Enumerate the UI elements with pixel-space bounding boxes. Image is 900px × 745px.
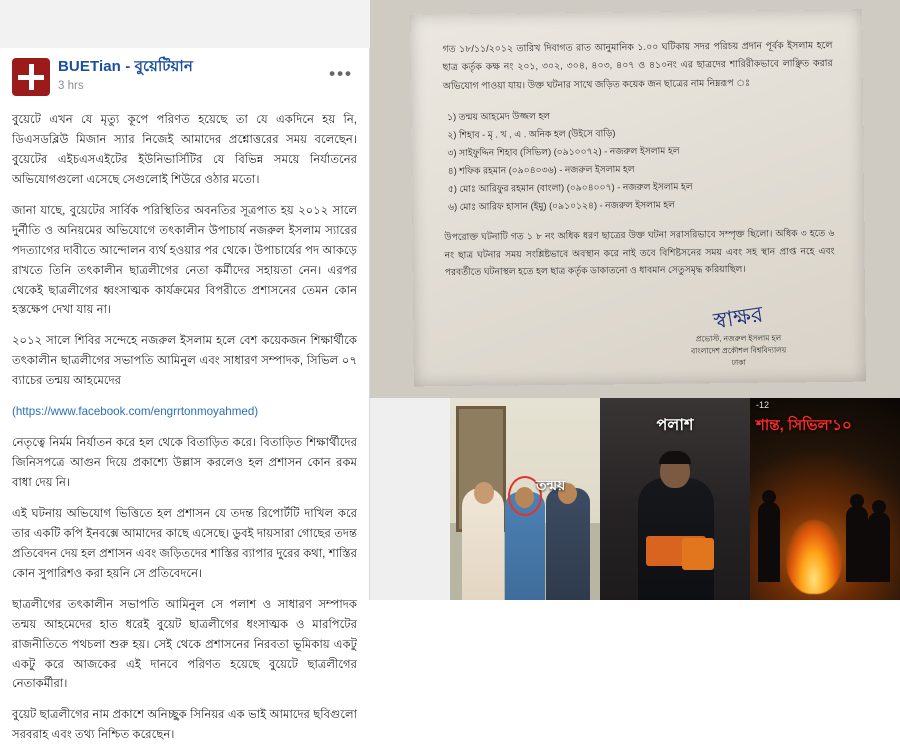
notice-photo: [370, 0, 900, 398]
person-figure: [546, 488, 590, 600]
photo-label-tanmoy: তন্ময়: [536, 477, 566, 493]
post-paragraph: বুয়েটে এখন যে মৃত্যু কূপে পরিণত হয়েছে তা যে একদিনে হয় নি, ডিএসডব্লিউ মিজান স্যার নিজেই আমাদের প্রশ্নোত্তরের সময় বলেছেন। বুয়েটের এইচএসএইটের ইউনিভার্সিটির যে বিভিন্ন সময়ে নির্যাতনের অভিযোগগুলো এসেছে সেগুলোই শিউরে ওঠার মতো।: [12, 113, 357, 186]
signature-line: ঢাকা: [731, 357, 746, 367]
post-link[interactable]: (https://www.facebook.com/engrrtonmoyahmed): [12, 405, 259, 419]
post-header: [12, 58, 357, 104]
post-author-block: [58, 58, 193, 93]
photo-timestamp: -12: [756, 400, 770, 410]
photo-label-palash: পলাশ: [656, 417, 694, 434]
accused-item: ৬) মোঃ আরিফ হাসান (ইমু) (০৯১০১২৪) - নজরুল ইসলাম হল: [448, 199, 676, 212]
post-paragraph: নেতৃত্বে নির্মম নির্যাতন করে হল থেকে বিতাড়িত করে। বিতাড়িত শিক্ষার্থীদের জিনিসপত্রে আগুন দিয়ে প্রকাশ্যে উল্লাস করলেও হল প্রশাসন কোন রকম বাধা দেয় নি।: [12, 436, 357, 489]
person-hair: [659, 451, 691, 464]
notice-footer-paragraph: উপরোক্ত ঘটনাটি গত ১ ৮ নং অধিক ধরণ ছাত্রের উক্ত ঘটনা সরাসরিভাবে সম্পৃক্ত ছিলো। অধিক ৩ হতে ৬ নং ছাত্র ঘটনার সময় সংশ্লিষ্টভাবে অবস্থান করে নাই তবে বিশিষ্টসনের সময় এবং সহ স্থান প্রাপ্ত নহে এবং পরবর্তীতে ঘটনাস্থল হতে হল ছাত্র কর্তৃক ডাকাতনো ও ধাবমান সেতুসমৃদ্ধ করিয়াছিল।: [444, 227, 835, 278]
notice-document: [410, 10, 866, 387]
signature-scribble: স্বাক্ষর: [711, 300, 765, 334]
post-paragraph: বুয়েট ছাত্রলীগের নাম প্রকাশে অনিচ্ছুক সিনিয়র এক ভাই আমাদের ছবিগুলো সরবরাহ এবং তথ্য নিশ্চিত করেছেন।: [12, 708, 357, 742]
group-photo: [450, 398, 600, 600]
fire-protest-photo: [750, 398, 900, 600]
person-head: [474, 482, 494, 504]
person-silhouette: [846, 506, 868, 582]
post-paragraph: এই ঘটনায় অভিযোগ ভিত্তিতে হল প্রশাসন যে তদন্ত রিপোর্টটি দাখিল করে তার একটি কপি ইনবক্সে আমাদের কাছে এসেছে। ডুবই দায়সারা গোছের তদন্ত প্রতিবেদন দেয় হল প্রশাসন এবং জড়িতদের শাস্তির ব্যাপার দুরের কথা, শাস্তির কোন সুপারিশও করা হয়নি সে প্রতিবেদনে।: [12, 506, 357, 580]
post-paragraph: জানা যাছে, বুয়েটের সার্বিক পরিস্থিতির অবনতির সূত্রপাত হয় ২০১২ সালে দুর্নীতি ও অনিয়মের অভিযোগে তৎকালীন উপাচার্য নজরুল ইসলাম স্যারের পদত্যাগের দাবীতে আন্দোলন ব্যর্থ হওয়ার পর থেকে। উপাচার্যের পদ আকড়ে রাখতে তিনি তৎকালীন ছাত্রলীগের নেতা কর্মীদের সহায়তা নেন। এরপর থেকেই ছাত্রলীগের ধ্বংসাত্মক কার্যক্রমের বিপরীতে প্রশাসনের তেমন কোন হস্তক্ষেপ দেখা যায় না।: [12, 203, 357, 317]
person-silhouette: [868, 512, 890, 582]
photo-strip: [450, 398, 900, 600]
buet-logo-icon: [12, 58, 50, 96]
accused-item: ১) তন্ময় আহমেদ উজ্জল হল: [447, 110, 551, 122]
person-figure: [462, 488, 504, 600]
accused-item: ২) শিহাব - মৃ . খ , এ . অনিক হল (উইসে বাড়ি): [447, 128, 616, 140]
accused-item: ৪) শফিক রহমান (০৯০৪০৩৬) - নজরুল ইসলাম হল: [447, 163, 635, 176]
post-timestamp: 3 hrs: [58, 79, 84, 92]
notice-top-paragraph: গত ১৮/১১/২০১২ তারিখ দিবাগত রাত আনুমানিক ১.০০ ঘটিকায় সদর পরিচয় প্রদান পূর্বক ইসলাম হলে ছাত্র কর্তৃক কক্ষ নং ২০১, ৩০২, ৩০৪, ৪০৩, ৪০৭ ও ৪১০নং এর ছাত্রদের শারিরীকভাবে লাঞ্ছিত করার অভিযোগ পাওয়া যায়। উক্ত ঘটনার সাথে জড়িত কয়েক জন ছাত্রের নাম নিম্নরূপ ঃ: [442, 38, 833, 91]
facebook-post: [0, 48, 370, 742]
signature-line: বাংলাদেশ প্রকৌশল বিশ্ববিদ্যালয়: [690, 345, 787, 356]
fire-flame: [786, 520, 842, 594]
signature-block: [663, 300, 814, 370]
post-paragraph: ২০১২ সালে শিবির সন্দেহে নজরুল ইসলাম হলে বেশ কয়েকজন শিক্ষার্থীকে তৎকালীন ছাত্রলীগের সভাপতি আমিনুল এবং সাধারণ সম্পাদক, সিভিল ০৭ ব্যাচের তন্ময় আহমেদের: [12, 334, 357, 388]
person-silhouette: [758, 502, 780, 582]
accused-item: ৫) মোঃ আরিফুর রহমান (বাংলা) (০৯০৪০০৭) - নজরুল ইসলাম হল: [447, 181, 693, 194]
signature-line: প্রভোস্ট, নজরুল ইসলাম হল: [695, 333, 782, 343]
more-options-icon[interactable]: •••: [329, 64, 353, 83]
right-column: [370, 0, 900, 600]
accused-list: [447, 105, 834, 217]
placard-right: [682, 538, 714, 570]
palash-photo: [600, 398, 750, 600]
page-name[interactable]: BUETian - বুয়েটিয়ান: [58, 58, 193, 75]
accused-item: ৩) সাইফুদ্দিন শিহাব (সিভিল) (০৯১০০৭২) - নজরুল ইসলাম হল: [447, 145, 680, 158]
post-paragraph: ছাত্রলীগের তৎকালীন সভাপতি আমিনুল সে পলাশ ও সাধারণ সম্পাদক তন্ময় আহমেদের হাত ধরেই বুয়েট ছাত্রলীগের ধংসাত্মক ও মারপিটের রাজনীতিতে পথচলা শুরু হয়। সেই থেকে প্রশাসনের নিরবতা ভূমিকায় একটু একটু করে আজকের এই দানবে পরিণত হয়েছে বুয়েটে ছাত্রলীগের নেতাকর্মীরা।: [12, 597, 357, 691]
post-body: [12, 110, 357, 745]
photo-label-shanto: শান্ত, সিভিল'১০: [756, 417, 852, 434]
